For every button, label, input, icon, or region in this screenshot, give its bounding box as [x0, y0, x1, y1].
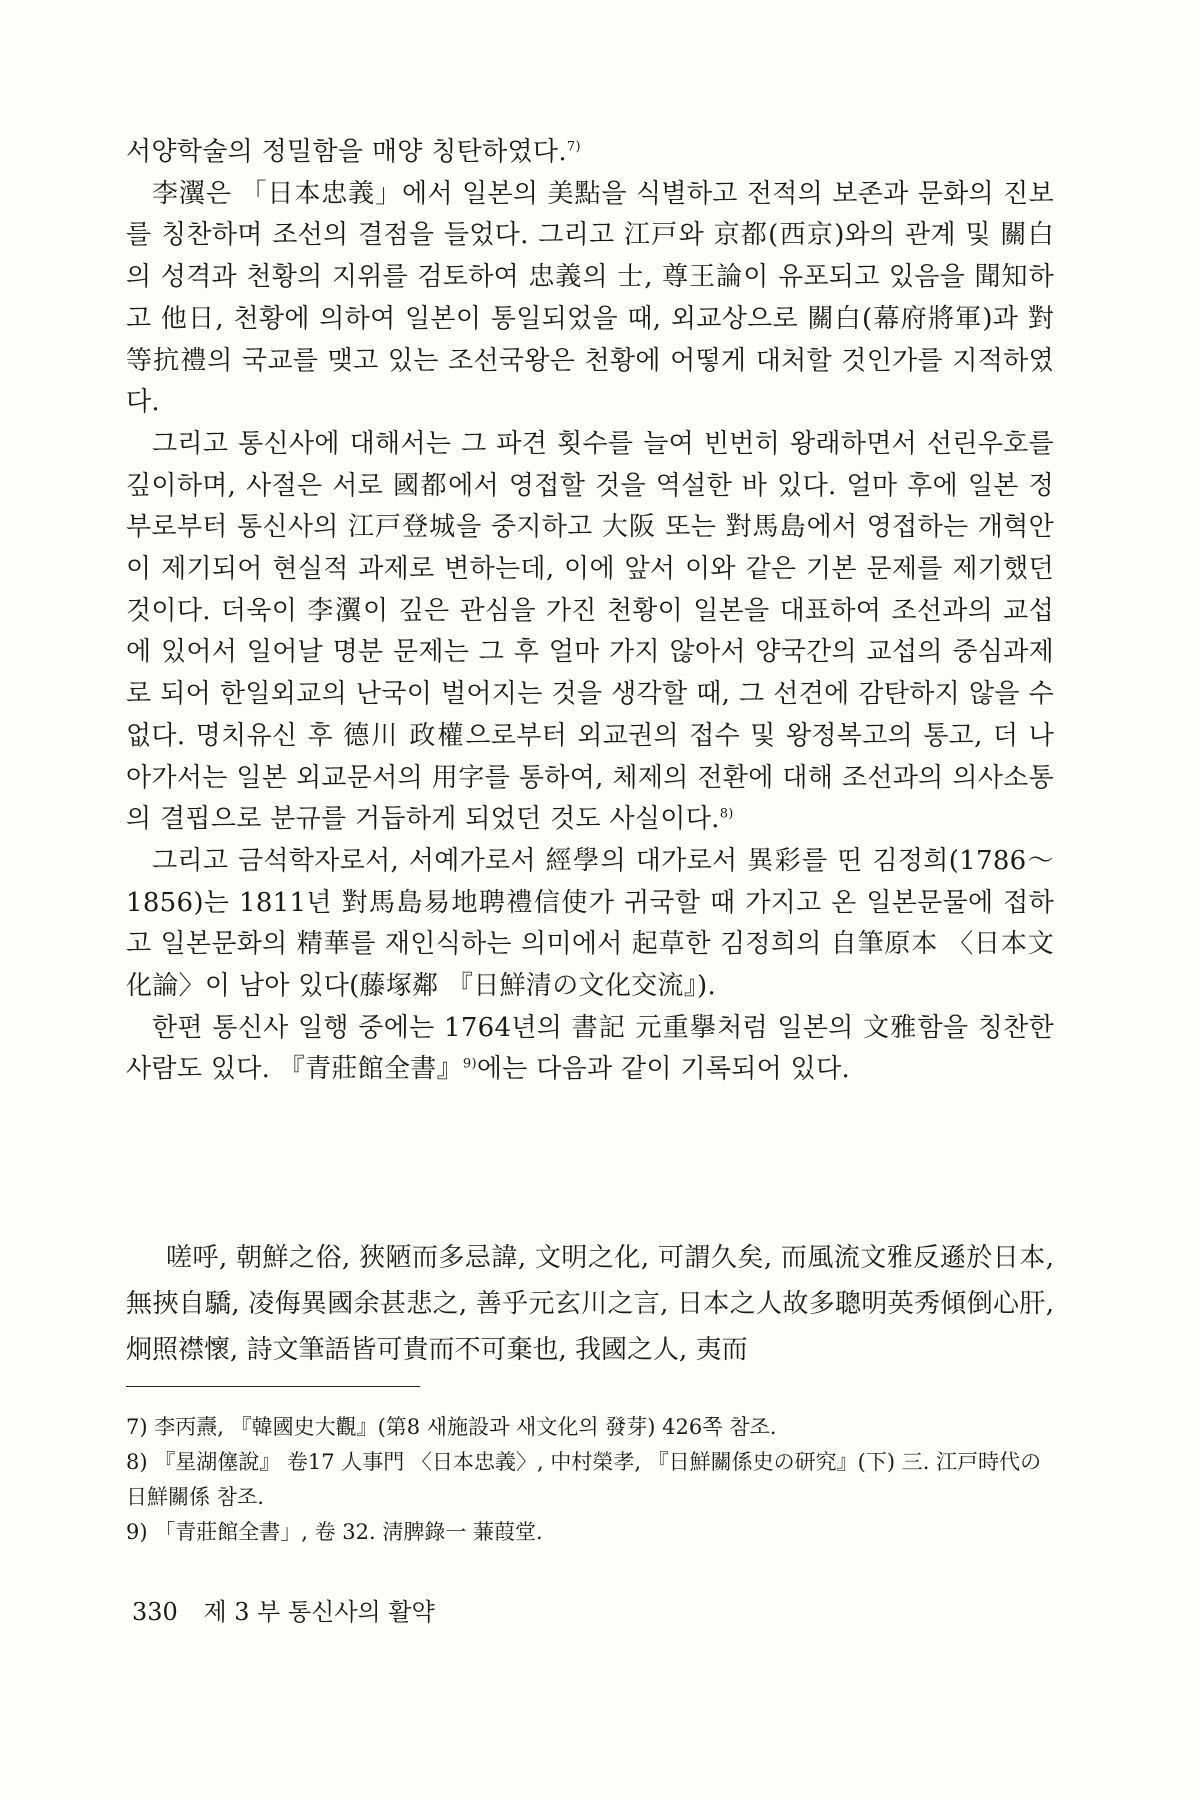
footnotes: [126, 1410, 1054, 1550]
paragraph-2: 李瀷은 「日本忠義」에서 일본의 美點을 식별하고 전적의 보존과 문화의 진보를 칭찬하며 조선의 결점을 들었다. 그리고 江戸와 京都(西京)와의 관계 및 關白의 성격과 천황의 지위를 검토하여 忠義의 士, 尊王論이 유포되고 있음을 聞知하고 他日, 천황에 의하여 일본이 통일되었을 때, 외교상으로 關白(幕府將軍)과 對等抗禮의 국교를 맺고 있는 조선국왕은 천황에 어떻게 대처할 것인가를 지적하였다.: [126, 178, 1054, 418]
page-number: 330: [132, 1598, 178, 1626]
footnote-8: 8) 『星湖僿說』 卷17 人事門 〈日本忠義〉, 中村榮孝, 『日鮮關係史の研究』(下) 三. 江戸時代の日鮮關係 참조.: [126, 1450, 1042, 1509]
paragraph-1: 서양학술의 정밀함을 매양 칭탄하였다.$^{7)}$: [126, 137, 581, 167]
footnote-7: 7) 李丙燾, 『韓國史大觀』(第8 새施設과 새文化의 發芽) 426쪽 참조.: [126, 1415, 777, 1439]
footnote-ref-9: 9): [462, 1056, 477, 1072]
quote-text: 嗟呼, 朝鮮之俗, 狹陋而多忌諱, 文明之化, 可謂久矣, 而風流文雅反遜於日本, 無挾自驕, 凌侮異國余甚悲之, 善乎元玄川之言, 日本之人故多聰明英秀傾倒心肝, 炯照襟懷, 詩文筆語皆可貴而不可棄也, 我國之人, 夷而: [126, 1243, 1054, 1365]
paragraph-3: 그리고 통신사에 대해서는 그 파견 횟수를 늘여 빈번히 왕래하면서 선린우호를 깊이하며, 사절은 서로 國都에서 영접할 것을 역설한 바 있다. 얼마 후에 일본 정부로부터 통신사의 江戸登城을 중지하고 大阪 또는 對馬島에서 영접하는 개혁안이 제기되어 현실적 과제로 변하는데, 이에 앞서 이와 같은 기본 문제를 제기했던 것이다. 더욱이 李瀷이 깊은 관심을 가진 천황이 일본을 대표하여 조선과의 교섭에 있어서 일어날 명분 문제는 그 후 얼마 가지 않아서 양국간의 교섭의 중심과제로 되어 한일외교의 난국이 벌어지는 것을 생각할 때, 그 선견에 감탄하지 않을 수 없다. 명치유신 후 德川 政權으로부터 외교권의 접수 및 왕정복고의 통고, 더 나아가서는 일본 외교문서의 用字를 통하여, 체제의 전환에 대해 조선과의 의사소통의 결핍으로 분규를 거듭하게 되었던 것도 사실이다.$^{8)}$: [126, 428, 1054, 835]
body-text: [126, 132, 1054, 1091]
page-footer: [132, 1597, 435, 1627]
footnote-9: 9) 「青莊館全書」, 卷 32. 淸脾錄一 蒹葭堂.: [126, 1520, 543, 1544]
block-quote: [126, 1235, 1054, 1373]
paragraph-4: 그리고 금석학자로서, 서예가로서 經學의 대가로서 異彩를 띤 김정희(1786～1856)는 1811년 對馬島易地聘禮信使가 귀국할 때 가지고 온 일본문물에 접하고 일본문화의 精華를 재인식하는 의미에서 起草한 김정희의 自筆原本 〈日本文化論〉이 남아 있다(藤塚鄰 『日鮮清の文化交流』).: [126, 845, 1054, 1002]
paragraph-5: 한편 통신사 일행 중에는 1764년의 書記 元重擧처럼 일본의 文雅함을 칭찬한 사람도 있다. 『青莊館全書』$^{9)}$에는 다음과 같이 기록되어 있다.: [126, 1012, 1054, 1085]
running-section-title: 제 3 부 통신사의 활약: [203, 1598, 435, 1626]
footnote-ref-8: 8): [719, 806, 734, 822]
footnote-divider: [126, 1386, 420, 1387]
footnote-ref-7: 7): [566, 139, 581, 155]
